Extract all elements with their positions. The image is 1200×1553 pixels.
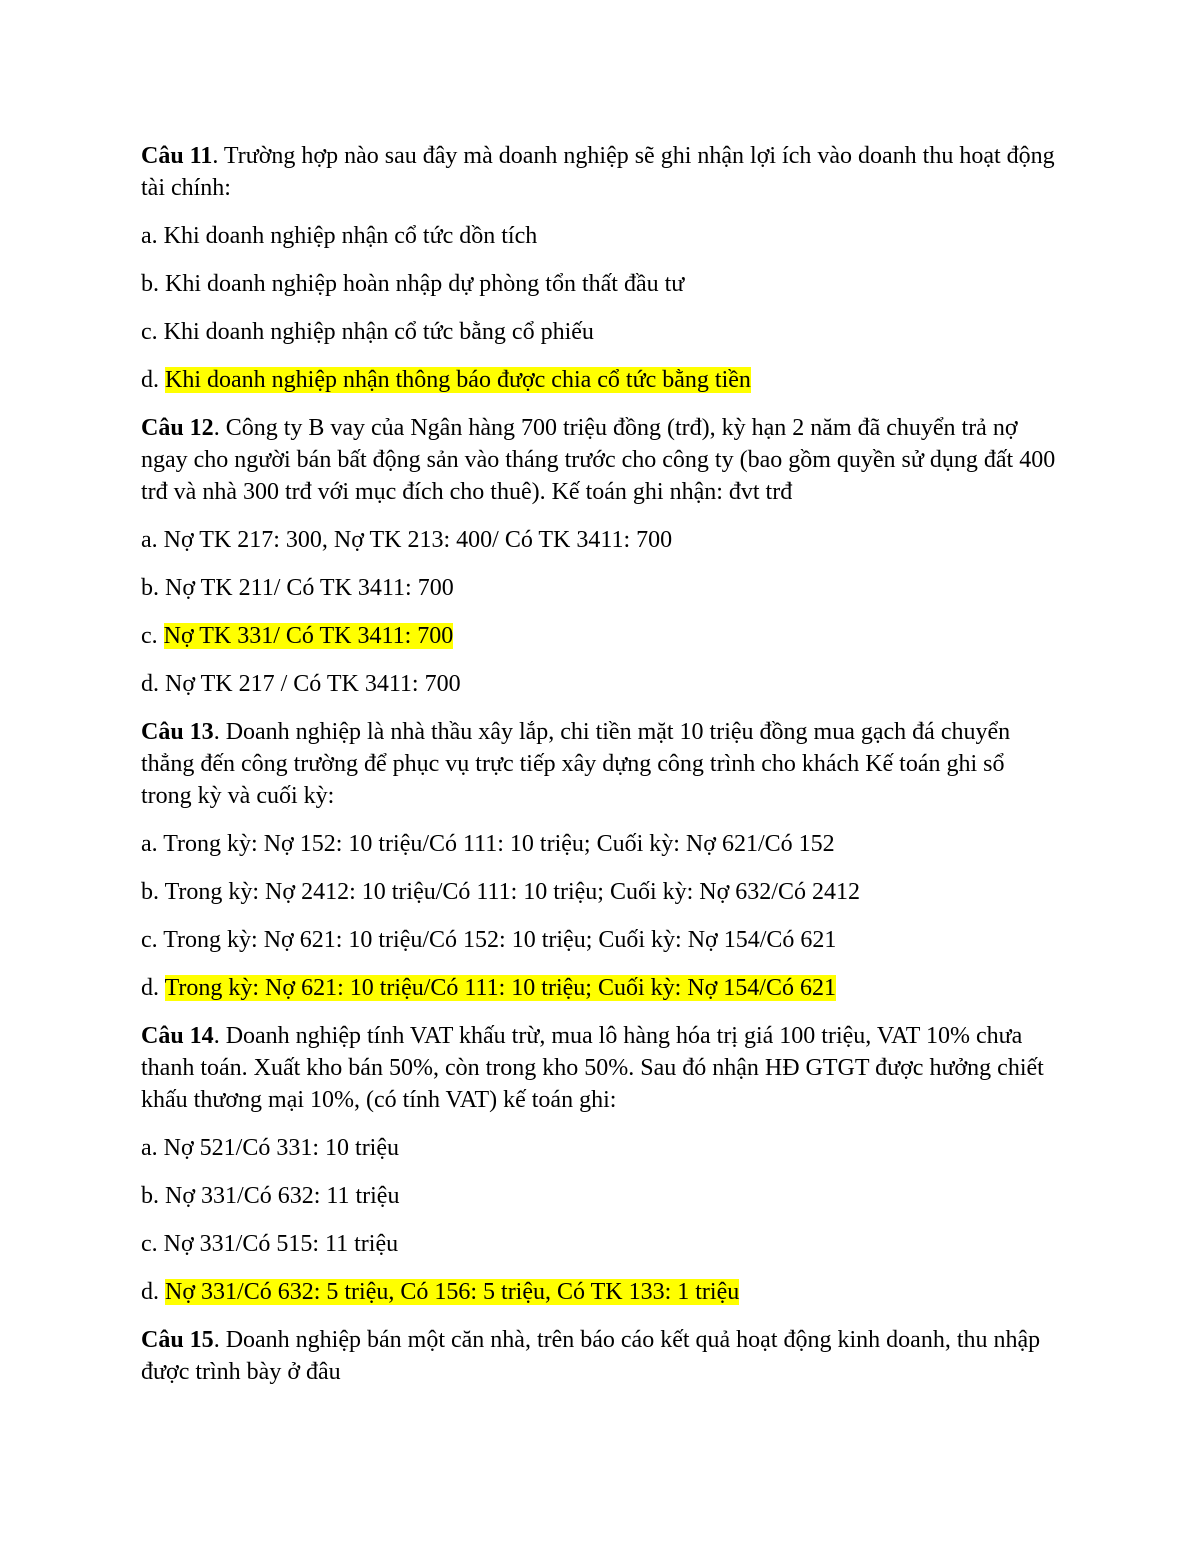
question-11	[141, 140, 1061, 204]
option-text: Nợ TK 211/ Có TK 3411: 700	[165, 575, 454, 601]
option-14-c	[141, 1228, 1061, 1260]
question-12	[141, 412, 1061, 508]
option-13-b	[141, 876, 1061, 908]
option-14-b	[141, 1180, 1061, 1212]
option-12-a	[141, 524, 1061, 556]
option-prefix: b.	[141, 575, 165, 601]
option-text: Khi doanh nghiệp hoàn nhập dự phòng tổn thất đầu tư	[165, 271, 685, 297]
option-13-d	[141, 972, 1061, 1004]
option-11-b	[141, 268, 1061, 300]
question-label: Câu 14	[141, 1023, 214, 1049]
option-prefix: d.	[141, 975, 165, 1001]
question-label: Câu 15	[141, 1327, 214, 1353]
option-text-highlighted: Nợ TK 331/ Có TK 3411: 700	[163, 623, 454, 649]
option-text: Nợ 521/Có 331: 10 triệu	[163, 1135, 400, 1161]
option-14-a	[141, 1132, 1061, 1164]
option-text: Nợ 331/Có 632: 11 triệu	[165, 1183, 400, 1209]
question-13	[141, 716, 1061, 812]
option-prefix: a.	[141, 1135, 164, 1161]
option-prefix: d.	[141, 1279, 165, 1305]
option-prefix: b.	[141, 271, 165, 297]
option-prefix: c.	[141, 319, 164, 345]
question-label: Câu 13	[141, 719, 214, 745]
option-text-highlighted: Trong kỳ: Nợ 621: 10 triệu/Có 111: 10 triệu; Cuối kỳ: Nợ 154/Có 621	[164, 975, 836, 1001]
option-prefix: d.	[141, 367, 165, 393]
option-13-a	[141, 828, 1061, 860]
option-text-highlighted: Nợ 331/Có 632: 5 triệu, Có 156: 5 triệu, Có TK 133: 1 triệu	[165, 1279, 740, 1305]
option-text: Nợ TK 217 / Có TK 3411: 700	[165, 671, 461, 697]
option-text: Trong kỳ: Nợ 621: 10 triệu/Có 152: 10 triệu; Cuối kỳ: Nợ 154/Có 621	[163, 927, 837, 953]
option-text: Khi doanh nghiệp nhận cổ tức dồn tích	[163, 223, 538, 249]
option-11-d	[141, 364, 1061, 396]
question-text: . Công ty B vay của Ngân hàng 700 triệu đồng (trđ), kỳ hạn 2 năm đã chuyển trả nợ ngay cho người bán bất động sản vào tháng trước cho công ty (bao gồm quyền sử dụng đất 400 trđ và nhà 300 trđ với mục đích cho thuê). Kế toán ghi nhận: đvt trđ	[141, 415, 1056, 505]
option-11-c	[141, 316, 1061, 348]
option-13-c	[141, 924, 1061, 956]
option-prefix: c.	[141, 1231, 164, 1257]
question-label: Câu 12	[141, 415, 214, 441]
question-label: Câu 11	[141, 143, 213, 169]
question-text: . Doanh nghiệp tính VAT khấu trừ, mua lô hàng hóa trị giá 100 triệu, VAT 10% chưa thanh toán. Xuất kho bán 50%, còn trong kho 50%. Sau đó nhận HĐ GTGT được hưởng chiết khấu thương mại 10%, (có tính VAT) kế toán ghi:	[141, 1023, 1044, 1113]
document-page	[141, 140, 1061, 1404]
option-prefix: b.	[141, 879, 165, 905]
option-prefix: c.	[141, 623, 164, 649]
option-12-d	[141, 668, 1061, 700]
question-14	[141, 1020, 1061, 1116]
option-text-highlighted: Khi doanh nghiệp nhận thông báo được chia cổ tức bằng tiền	[165, 367, 751, 393]
question-text: . Trường hợp nào sau đây mà doanh nghiệp sẽ ghi nhận lợi ích vào doanh thu hoạt động tài chính:	[141, 143, 1055, 201]
question-text: . Doanh nghiệp là nhà thầu xây lắp, chi tiền mặt 10 triệu đồng mua gạch đá chuyển thẳng đến công trường để phục vụ trực tiếp xây dựng công trình cho khách Kế toán ghi sổ trong kỳ và cuối kỳ:	[141, 719, 1011, 809]
option-11-a	[141, 220, 1061, 252]
question-text: . Doanh nghiệp bán một căn nhà, trên báo cáo kết quả hoạt động kinh doanh, thu nhập được trình bày ở đâu	[141, 1327, 1041, 1385]
option-text: Nợ 331/Có 515: 11 triệu	[163, 1231, 399, 1257]
option-12-c	[141, 620, 1061, 652]
option-prefix: b.	[141, 1183, 165, 1209]
option-prefix: a.	[141, 223, 164, 249]
option-prefix: a.	[141, 527, 164, 553]
option-prefix: a.	[141, 831, 164, 857]
option-text: Trong kỳ: Nợ 2412: 10 triệu/Có 111: 10 triệu; Cuối kỳ: Nợ 632/Có 2412	[164, 879, 860, 905]
option-14-d	[141, 1276, 1061, 1308]
option-12-b	[141, 572, 1061, 604]
option-text: Trong kỳ: Nợ 152: 10 triệu/Có 111: 10 triệu; Cuối kỳ: Nợ 621/Có 152	[163, 831, 835, 857]
option-prefix: c.	[141, 927, 164, 953]
option-text: Khi doanh nghiệp nhận cổ tức bằng cổ phiếu	[163, 319, 594, 345]
question-15	[141, 1324, 1061, 1388]
option-text: Nợ TK 217: 300, Nợ TK 213: 400/ Có TK 3411: 700	[163, 527, 673, 553]
option-prefix: d.	[141, 671, 165, 697]
